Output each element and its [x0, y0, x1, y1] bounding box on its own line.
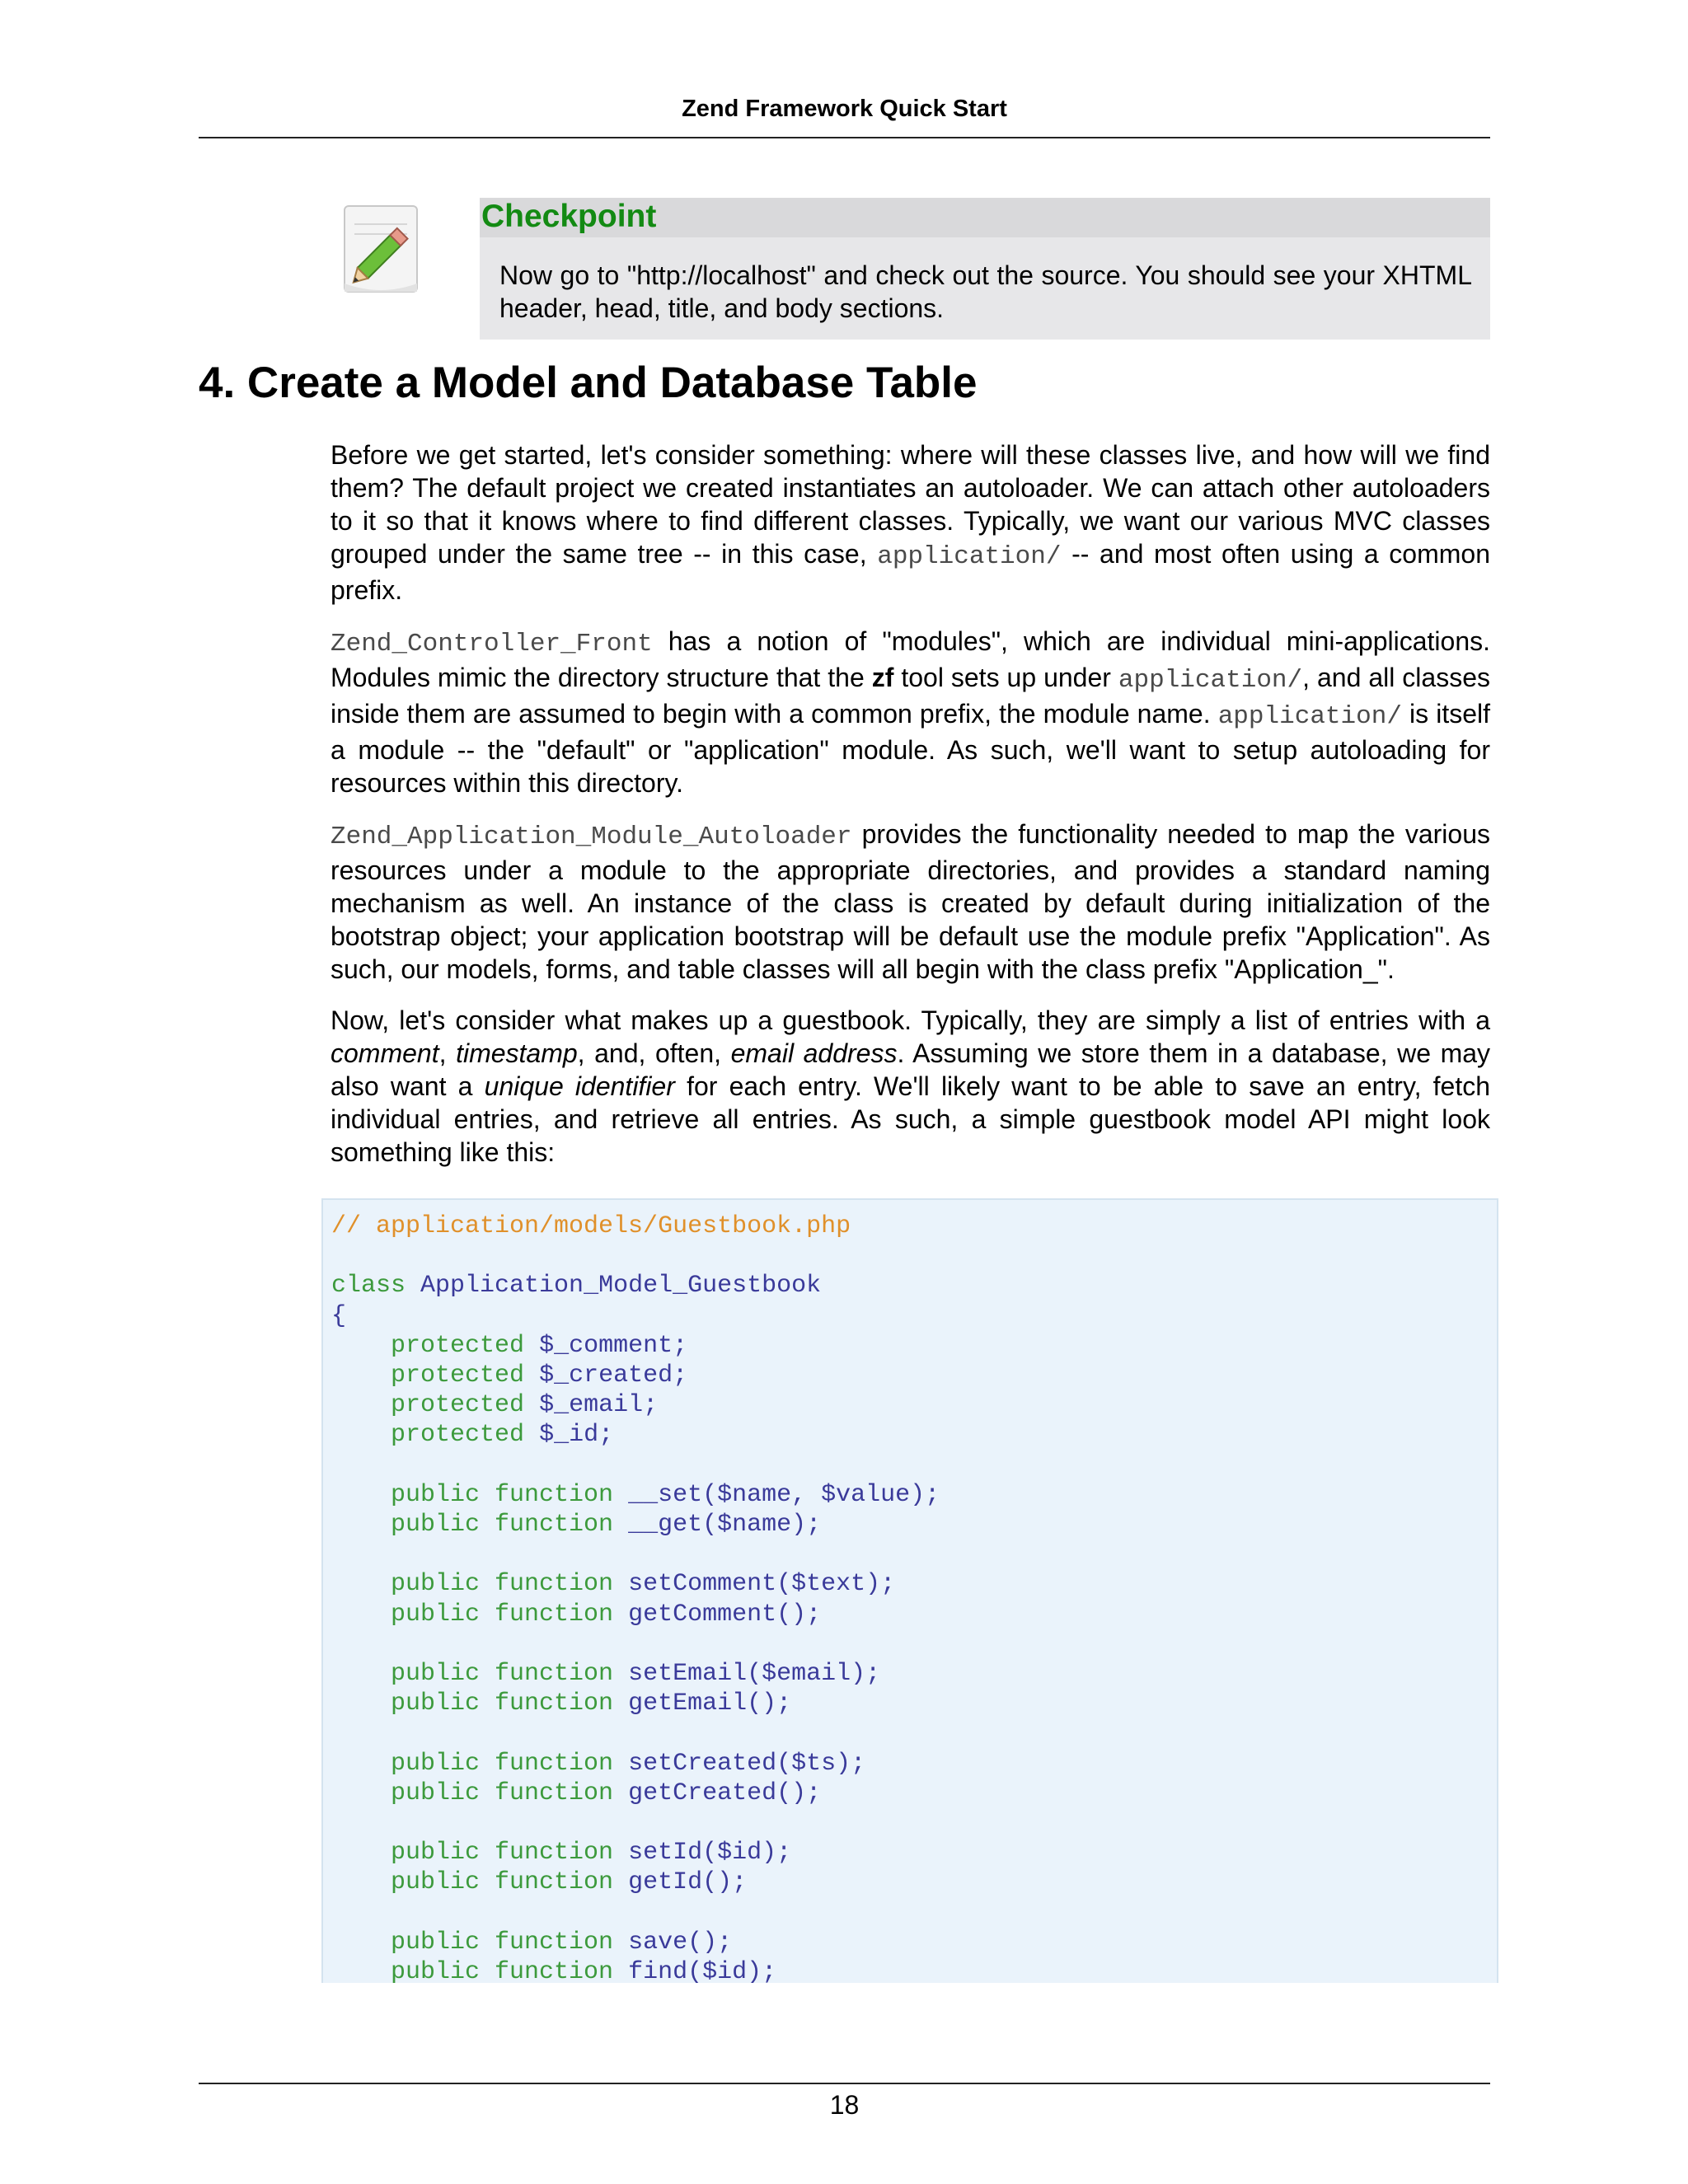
code-method: setId($id); — [628, 1839, 792, 1868]
text-run: Now, let's consider what makes up a guestbook. Typically, they are simply a list of entries with a — [331, 1005, 1490, 1035]
paragraph-1 — [331, 438, 1490, 607]
text-run: . Assuming we store them in a database, we may also want a — [331, 1038, 1491, 1101]
code-comment: // application/models/Guestbook.php — [331, 1212, 851, 1240]
checkpoint-text: Now go to "http://localhost" and check out the source. You should see your XHTML header, head, title, and body sections. — [499, 260, 1472, 323]
checkpoint-note — [480, 198, 1490, 340]
pencil-note-icon — [336, 201, 427, 300]
text-run: , — [438, 1038, 457, 1068]
code-keyword: protected — [391, 1391, 525, 1420]
code-property: $_id; — [539, 1421, 614, 1450]
code-keyword: public function — [391, 1958, 614, 1983]
code-method: find($id); — [628, 1958, 777, 1983]
code-keyword: public function — [391, 1779, 614, 1807]
code-method: getComment(); — [628, 1600, 822, 1629]
code-method: getId(); — [628, 1868, 748, 1897]
code-class-name: Application_Model_Guestbook — [420, 1272, 822, 1301]
body-text — [331, 438, 1490, 1187]
code-method: setComment($text); — [628, 1570, 896, 1599]
code-method: __get($name); — [628, 1511, 822, 1540]
code-keyword: public function — [391, 1839, 614, 1868]
inline-code: Zend_Controller_Front — [331, 630, 653, 658]
inline-code: Zend_Application_Module_Autoloader — [331, 823, 852, 851]
code-keyword: public function — [391, 1660, 614, 1689]
emphasis-text: comment — [331, 1038, 439, 1068]
code-keyword: protected — [391, 1421, 525, 1450]
inline-code: application/ — [1217, 702, 1402, 731]
code-keyword: protected — [391, 1361, 525, 1390]
paragraph-3 — [331, 818, 1490, 986]
text-run: Before we get started, let's consider something: where will these classes live, and how will we find them? The default project we created instantiates an autoloader. We can attach other autoloaders to it so that it knows where to find different classes. Typically, we want our various MVC classes grouped under the same tree -- in this case, — [331, 440, 1490, 569]
code-method: __set($name, $value); — [628, 1480, 940, 1509]
running-header: Zend Framework Quick Start — [682, 96, 1007, 122]
code-property: $_email; — [539, 1391, 659, 1420]
code-keyword: public function — [391, 1511, 614, 1540]
text-run: is itself a module -- the "default" or "application" module. As such, we'll want to setup autoloading for resources within this directory. — [331, 699, 1491, 798]
text-run: tool sets up under — [893, 663, 1118, 692]
code-text — [323, 1200, 1497, 1983]
code-keyword: class — [331, 1272, 406, 1301]
code-keyword: public function — [391, 1570, 614, 1599]
emphasis-text: unique identifier — [484, 1071, 675, 1101]
inline-code: application/ — [877, 542, 1062, 571]
inline-code: application/ — [1118, 666, 1303, 695]
checkpoint-title: Checkpoint — [480, 198, 1490, 237]
code-keyword: public function — [391, 1480, 614, 1509]
code-method: getEmail(); — [628, 1690, 792, 1718]
code-keyword: public function — [391, 1749, 614, 1778]
emphasis-text: timestamp — [456, 1038, 578, 1068]
code-keyword: protected — [391, 1331, 525, 1360]
text-run: , and all classes inside them are assumed to begin with a common prefix, the module name. — [331, 663, 1491, 729]
code-brace: { — [331, 1301, 347, 1330]
code-method: save(); — [628, 1928, 733, 1957]
code-method: setCreated($ts); — [628, 1749, 866, 1778]
text-run: has a notion of "modules", which are individual mini-applications. Modules mimic the directory structure that the — [331, 626, 1490, 692]
code-property: $_comment; — [539, 1331, 688, 1360]
code-keyword: public function — [391, 1868, 614, 1897]
footer-rule — [199, 2083, 1490, 2084]
code-keyword: public function — [391, 1928, 614, 1957]
emphasis-text: email address — [730, 1038, 898, 1068]
paragraph-4 — [331, 1004, 1490, 1169]
text-run: provides the functionality needed to map the various resources under a module to the appropriate directories, and provides a standard naming mechanism as well. An instance of the class is created by default during initialization of the bootstrap object; your application bootstrap will be default use the module prefix "Application". As such, our models, forms, and table classes will all begin with the class prefix "Application_". — [331, 819, 1490, 984]
text-run: for each entry. We'll likely want to be able to save an entry, fetch individual entries, and retrieve all entries. As such, a simple guestbook model API might look something like this: — [331, 1071, 1491, 1167]
code-keyword: public function — [391, 1690, 614, 1718]
code-keyword: public function — [391, 1600, 614, 1629]
code-method: setEmail($email); — [628, 1660, 881, 1689]
paragraph-2 — [331, 625, 1490, 799]
bold-text: zf — [871, 663, 894, 692]
section-heading: 4. Create a Model and Database Table — [199, 359, 978, 407]
code-property: $_created; — [539, 1361, 688, 1390]
text-run: -- and most often using a common prefix. — [331, 539, 1491, 605]
code-method: getCreated(); — [628, 1779, 822, 1807]
text-run: , and, often, — [577, 1038, 731, 1068]
page-number: 18 — [829, 2090, 860, 2120]
code-listing — [321, 1198, 1498, 1983]
header-rule — [199, 137, 1490, 138]
